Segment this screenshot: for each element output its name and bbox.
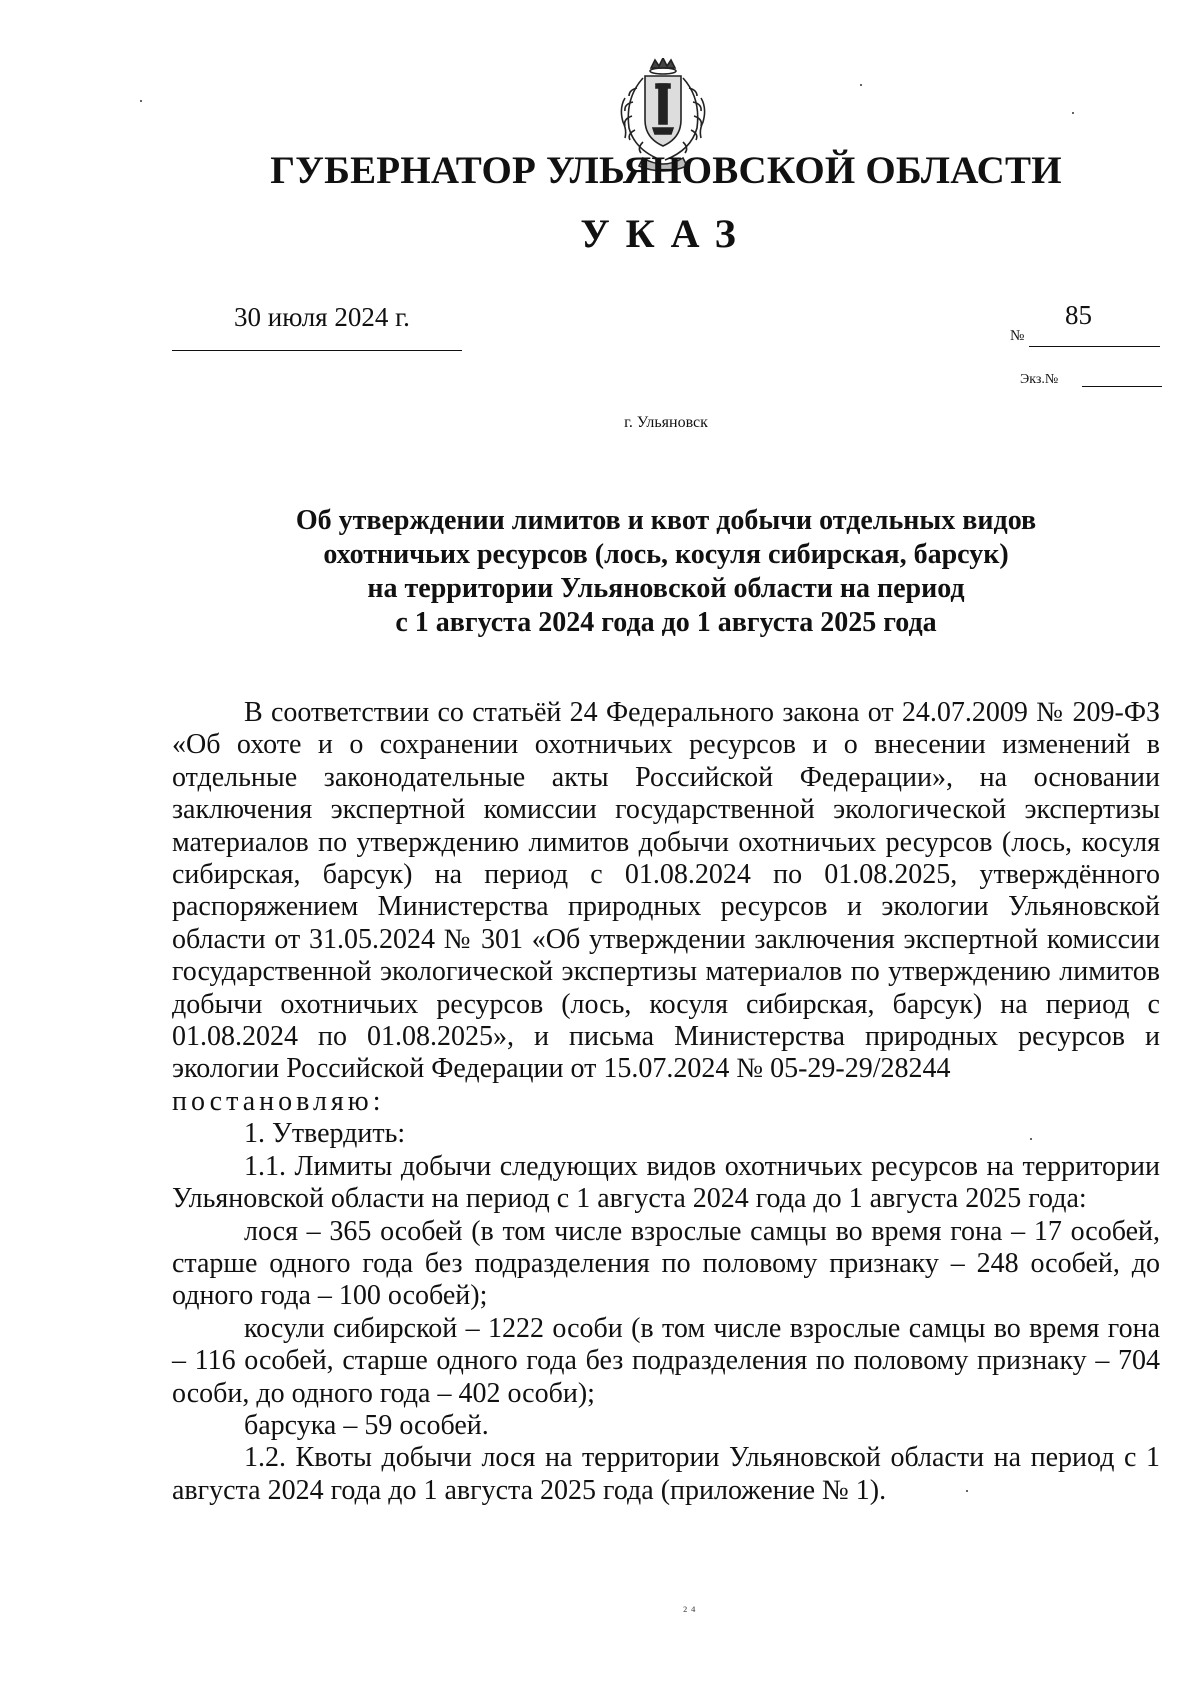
title-line: охотничьих ресурсов (лось, косуля сибирская, барсук)	[323, 539, 1009, 570]
badger-limit: барсука – 59 особей.	[244, 1409, 489, 1441]
number-underline	[1029, 346, 1160, 347]
decree-body	[172, 697, 1160, 1507]
document-number: 85	[1065, 300, 1092, 330]
roe-deer-limit: косули сибирской – 1222 особи (в том числе взрослые самцы во время гона – 116 особей, старше одного года без подразделения по половому признаку – 704 особи, до одного года – 402 особи);	[172, 1312, 1160, 1409]
page-mark: ² ⁴	[683, 1605, 696, 1620]
title-line: с 1 августа 2024 года до 1 августа 2025 года	[395, 607, 937, 638]
number-label: №	[1010, 328, 1025, 344]
document-type: УКАЗ	[580, 211, 752, 256]
title-line: на территории Ульяновской области на период	[367, 573, 965, 604]
copy-number-block	[1020, 370, 1162, 388]
preamble-paragraph: В соответствии со статьёй 24 Федерального закона от 24.07.2009 № 209-ФЗ «Об охоте и о сохранении охотничьих ресурсов и о внесении изменений в отдельные законодательные акты Российской Федерации», на основании заключения экспертной комиссии государственной экологической экспертизы материалов по утверждению лимитов добычи охотничьих ресурсов (лось, косуля сибирская, барсук) на период с 01.08.2024 по 01.08.2025, утверждённого распоряжением Министерства природных ресурсов и экологии Ульяновской области от 31.05.2024 № 301 «Об утверждении заключения экспертной комиссии государственной экологической экспертизы материалов по утверждению лимитов добычи охотничьих ресурсов (лось, косуля сибирская, барсук) на период с 01.08.2024 по 01.08.2025», и письма Министерства природных ресурсов и экологии Российской Федерации от 15.07.2024 № 05-29-29/28244	[172, 697, 1160, 1085]
issuing-authority: ГУБЕРНАТОР УЛЬЯНОВСКОЙ ОБЛАСТИ	[270, 149, 1062, 192]
item-1-1: 1.1. Лимиты добычи следующих видов охотничьих ресурсов на территории Ульяновской области на период с 1 августа 2024 года до 1 августа 2025 года:	[172, 1150, 1160, 1215]
scan-speck	[860, 84, 862, 86]
copy-number-label: Экз.№	[1020, 372, 1059, 387]
scan-speck	[140, 100, 142, 102]
city: г. Ульяновск	[624, 414, 708, 431]
decree-title	[172, 504, 1160, 640]
date-block	[172, 302, 462, 351]
date-underline	[172, 350, 462, 351]
document-date: 30 июля 2024 г.	[234, 302, 410, 332]
item-1-2: 1.2. Квоты добычи лося на территории Ульяновской области на период с 1 августа 2024 года до 1 августа 2025 года (приложение № 1).	[172, 1442, 1160, 1506]
moose-limit: лося – 365 особей (в том числе взрослые самцы во время гона – 17 особей, старше одного года без подразделения по половому признаку – 248 особей, до одного года – 100 особей);	[172, 1215, 1160, 1312]
scan-speck	[1072, 112, 1074, 114]
scan-speck	[1030, 1138, 1032, 1140]
decree-word: постановляю:	[172, 1085, 385, 1117]
item-1: 1. Утвердить:	[244, 1118, 406, 1150]
copy-number-underline	[1082, 386, 1162, 387]
title-line: Об утверждении лимитов и квот добычи отдельных видов	[295, 505, 1037, 536]
scan-speck	[966, 1490, 968, 1492]
